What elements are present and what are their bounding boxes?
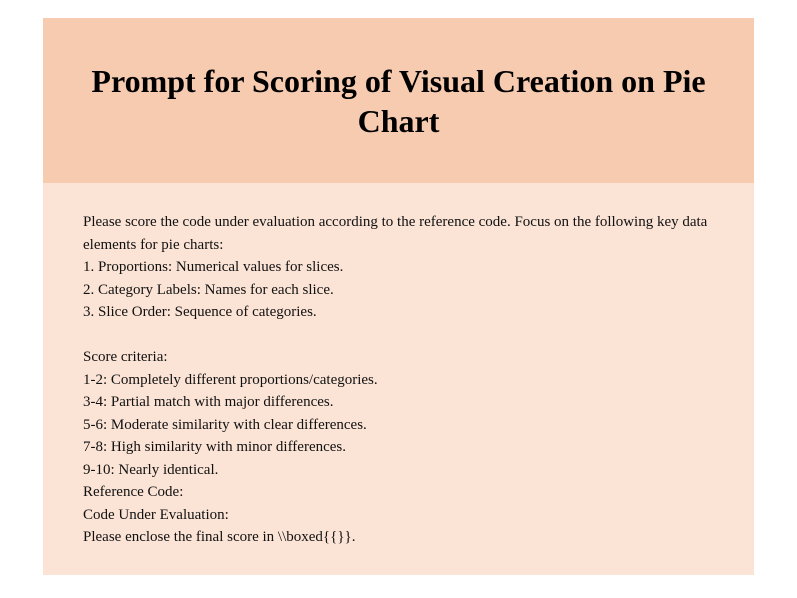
- card-body: [83, 211, 723, 549]
- card-header: [43, 18, 754, 183]
- criteria-item: 5-6: Moderate similarity with clear differences.: [83, 416, 367, 433]
- key-element-item: 2. Category Labels: Names for each slice.: [83, 281, 334, 298]
- prompt-card: [43, 18, 754, 575]
- key-element-item: 3. Slice Order: Sequence of categories.: [83, 304, 317, 320]
- criteria-item: 3-4: Partial match with major differences.: [83, 394, 334, 410]
- closing-instruction: Please enclose the final score in \\boxed{{}}.: [83, 529, 356, 545]
- criteria-item: 1-2: Completely different proportions/categories.: [83, 371, 378, 388]
- spacer: [83, 324, 723, 347]
- code-under-evaluation-label: Code Under Evaluation:: [83, 506, 229, 523]
- key-element-item: 1. Proportions: Numerical values for slices.: [83, 259, 344, 275]
- reference-code-label: Reference Code:: [83, 484, 184, 500]
- criteria-heading: Score criteria:: [83, 349, 168, 365]
- criteria-item: 9-10: Nearly identical.: [83, 461, 219, 478]
- criteria-item: 7-8: High similarity with minor differences.: [83, 439, 347, 455]
- page-title: Prompt for Scoring of Visual Creation on Pie Chart: [91, 62, 706, 139]
- intro-text: Please score the code under evaluation according to the reference code. Focus on the following key data elements for pie charts:: [83, 214, 712, 253]
